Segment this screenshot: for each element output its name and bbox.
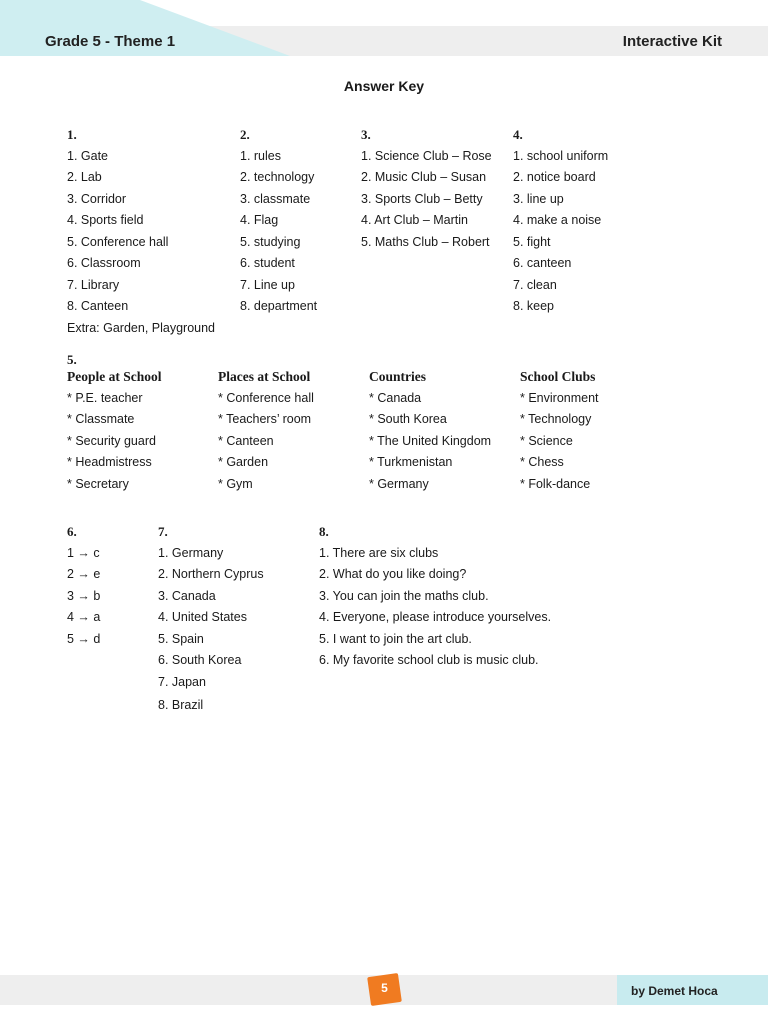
list-item: * Science bbox=[520, 433, 573, 448]
list-item: 1. Gate bbox=[67, 148, 108, 163]
list-item: * Germany bbox=[369, 476, 429, 491]
list-item: 3. Canada bbox=[158, 588, 216, 603]
group-countries bbox=[369, 366, 491, 495]
list-item: 7. Japan bbox=[158, 674, 206, 689]
list-item: 6. student bbox=[240, 256, 295, 270]
list-item: 7. Library bbox=[67, 277, 120, 292]
list-item: * Secretary bbox=[67, 476, 129, 491]
list-item: 2. technology bbox=[240, 170, 315, 184]
list-item: * Conference hall bbox=[218, 390, 314, 405]
list-item: 1. rules bbox=[240, 148, 281, 163]
list-item: 2. Northern Cyprus bbox=[158, 567, 264, 581]
exercise-number: 6. bbox=[67, 524, 77, 539]
list-item: 1. Science Club – Rose bbox=[361, 148, 492, 163]
list-item: 8. keep bbox=[513, 299, 555, 313]
list-item: 7. clean bbox=[513, 277, 557, 292]
group-school-clubs bbox=[520, 366, 599, 495]
list-item: 5. I want to join the art club. bbox=[319, 631, 472, 646]
list-item: 4. United States bbox=[158, 610, 247, 624]
list-item: 3. You can join the maths club. bbox=[319, 588, 489, 603]
list-item: 7. Line up bbox=[240, 277, 295, 292]
list-item: 8. Canteen bbox=[67, 299, 129, 313]
list-item: 3 → b bbox=[67, 588, 101, 603]
exercise-8 bbox=[319, 521, 551, 672]
list-item: 6. Classroom bbox=[67, 256, 141, 270]
list-item: * The United Kingdom bbox=[369, 433, 492, 448]
list-item: 1. Germany bbox=[158, 545, 224, 560]
list-item: 4 → a bbox=[67, 610, 101, 624]
list-item: * Technology bbox=[520, 412, 592, 426]
list-item: 5. Spain bbox=[158, 631, 204, 646]
list-item: * Canada bbox=[369, 390, 422, 405]
list-item: 5. fight bbox=[513, 234, 551, 249]
list-item: 4. Flag bbox=[240, 213, 279, 227]
exercise-number: 2. bbox=[240, 127, 250, 142]
list-item: 4. make a noise bbox=[513, 213, 602, 227]
group-heading: Countries bbox=[369, 369, 426, 384]
list-item: * Canteen bbox=[218, 433, 274, 448]
list-item: 1. There are six clubs bbox=[319, 545, 439, 560]
list-item: * Garden bbox=[218, 455, 269, 469]
list-item: Extra: Garden, Playground bbox=[67, 320, 215, 335]
exercise-number: 4. bbox=[513, 127, 523, 142]
list-item: 2. Lab bbox=[67, 170, 102, 184]
list-item: 6. South Korea bbox=[158, 653, 242, 667]
list-item: 5. studying bbox=[240, 234, 301, 249]
exercise-6 bbox=[67, 521, 100, 650]
header-grade-theme: Grade 5 - Theme 1 bbox=[45, 33, 176, 50]
exercise-7 bbox=[158, 521, 264, 717]
page-number: 5 bbox=[381, 981, 388, 995]
header-kit-name: Interactive Kit bbox=[622, 33, 722, 50]
list-item: * Turkmenistan bbox=[369, 455, 453, 469]
group-heading: Places at School bbox=[218, 369, 311, 384]
list-item: * Gym bbox=[218, 476, 253, 491]
exercise-number: 1. bbox=[67, 127, 77, 142]
list-item: 2 → e bbox=[67, 567, 101, 581]
list-item: 4. Art Club – Martin bbox=[361, 213, 468, 227]
list-item: 3. Corridor bbox=[67, 191, 127, 206]
list-item: * Teachers’ room bbox=[218, 412, 312, 426]
page-title: Answer Key bbox=[343, 78, 425, 94]
list-item: * Chess bbox=[520, 455, 564, 469]
exercise-1 bbox=[67, 124, 215, 339]
list-item: * Security guard bbox=[67, 433, 156, 448]
exercise-number: 3. bbox=[361, 127, 371, 142]
list-item: 4. Sports field bbox=[67, 213, 144, 227]
list-item: 8. department bbox=[240, 299, 318, 313]
list-item: 2. notice board bbox=[513, 170, 596, 184]
list-item: * Environment bbox=[520, 390, 599, 405]
list-item: * P.E. teacher bbox=[67, 390, 143, 405]
list-item: 3. line up bbox=[513, 191, 564, 206]
group-people-at-school bbox=[67, 366, 162, 495]
exercise-number: 8. bbox=[319, 524, 329, 539]
list-item: * Classmate bbox=[67, 412, 135, 426]
list-item: 1 → c bbox=[67, 545, 100, 560]
list-item: * South Korea bbox=[369, 412, 447, 426]
footer-author: by Demet Hoca bbox=[631, 984, 718, 998]
list-item: 1. school uniform bbox=[513, 148, 609, 163]
list-item: 2. Music Club – Susan bbox=[361, 170, 487, 184]
list-item: 6. canteen bbox=[513, 256, 572, 270]
list-item: 4. Everyone, please introduce yourselves. bbox=[319, 610, 552, 624]
list-item: 3. Sports Club – Betty bbox=[361, 191, 483, 206]
list-item: 8. Brazil bbox=[158, 698, 204, 712]
list-item: * Headmistress bbox=[67, 455, 152, 469]
list-item: 5. Conference hall bbox=[67, 234, 169, 249]
list-item: 5. Maths Club – Robert bbox=[361, 234, 490, 249]
group-heading: School Clubs bbox=[520, 369, 596, 384]
group-places-at-school bbox=[218, 366, 314, 495]
group-heading: People at School bbox=[67, 369, 162, 384]
list-item: * Folk-dance bbox=[520, 476, 591, 491]
exercise-4 bbox=[513, 124, 608, 318]
exercise-2 bbox=[240, 124, 317, 318]
list-item: 3. classmate bbox=[240, 191, 311, 206]
exercise-3 bbox=[361, 124, 492, 253]
list-item: 6. My favorite school club is music club. bbox=[319, 653, 539, 667]
exercise-number: 5. bbox=[67, 352, 77, 367]
exercise-number: 7. bbox=[158, 524, 168, 539]
list-item: 5 → d bbox=[67, 631, 101, 646]
list-item: 2. What do you like doing? bbox=[319, 567, 467, 581]
